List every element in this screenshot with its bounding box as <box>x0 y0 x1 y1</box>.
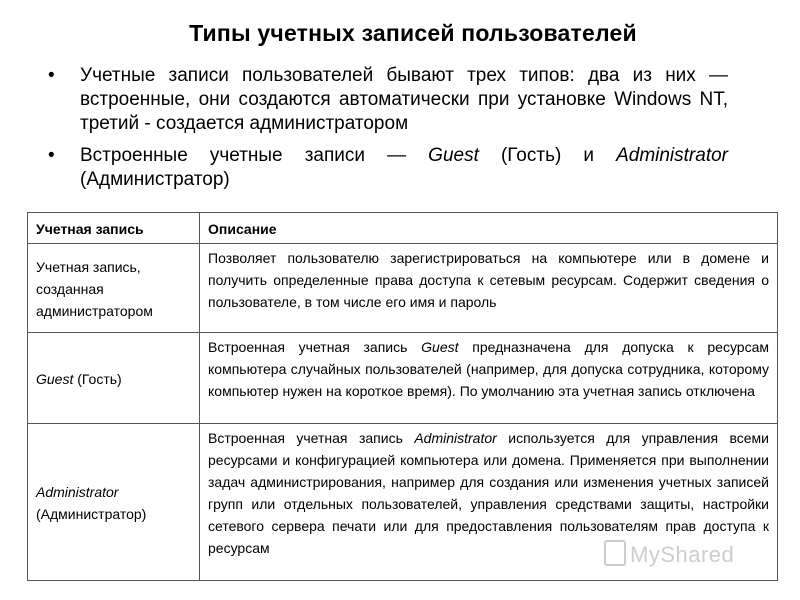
table-row <box>28 333 778 424</box>
desc-text: Встроенная учетная запись <box>208 430 415 446</box>
desc-italic: Administrator <box>414 430 497 446</box>
account-name-text: Учетная запись, созданная администратором <box>36 259 153 319</box>
desc-italic: Guest <box>421 339 459 355</box>
account-name-text: (Администратор) <box>36 506 147 522</box>
account-name-text: (Гость) <box>73 371 122 387</box>
header-description: Описание <box>200 213 778 244</box>
bullet-dot-icon: • <box>48 65 55 86</box>
watermark <box>604 540 734 568</box>
account-name-italic: Administrator <box>36 484 119 500</box>
account-description: Позволяет пользователю зарегистрироваться на компьютере или в домене и получить определенные права доступа к сетевым ресурсам. Содержит сведения о пользователе, в том числе его имя и пароль <box>200 244 778 333</box>
account-name-italic: Guest <box>36 371 74 387</box>
account-description <box>200 333 778 424</box>
bullet-text: Встроенные учетные записи — <box>80 145 429 166</box>
slide-title: Типы учетных записей пользователей <box>189 20 637 46</box>
desc-text: предназначена для допуска к ресурсам компьютера случайных пользователей (например, для допуска сотрудника, которому компьютер нужен на короткое время). По умолчанию эта учетная запись отключена <box>208 339 769 399</box>
bullet-item <box>48 144 728 192</box>
table-header-row <box>28 213 778 244</box>
bullet-list <box>48 64 728 200</box>
desc-text: Встроенная учетная запись <box>208 339 422 355</box>
table-row <box>28 244 778 333</box>
bullet-text: (Гость) и <box>478 145 617 166</box>
bullet-text: (Администратор) <box>80 169 230 190</box>
account-name <box>28 244 200 333</box>
account-name <box>28 424 200 581</box>
account-name <box>28 333 200 424</box>
bullet-text: Учетные записи пользователей бывают трех типов: два из них — встроенные, они создаются автоматически при установке Windows NT, третий - создается администратором <box>80 65 728 134</box>
watermark-logo-icon <box>604 540 626 566</box>
header-account: Учетная запись <box>28 213 200 244</box>
administrator-term: Administrator <box>616 145 728 166</box>
bullet-dot-icon: • <box>48 145 55 166</box>
watermark-text: MyShared <box>630 542 735 567</box>
desc-text: используется для управления всеми ресурсами и конфигурацией компьютера или домена. Применяется при выполнении задач администрирования, например для создания или изменения учетных записей групп или отдельных пользователей, управления средствами защиты, настройки сетевого сервера печати или для предоставления пользователям прав доступа к ресурсам <box>208 430 769 556</box>
accounts-table <box>27 212 778 581</box>
guest-term: Guest <box>428 145 479 166</box>
bullet-item <box>48 64 728 136</box>
